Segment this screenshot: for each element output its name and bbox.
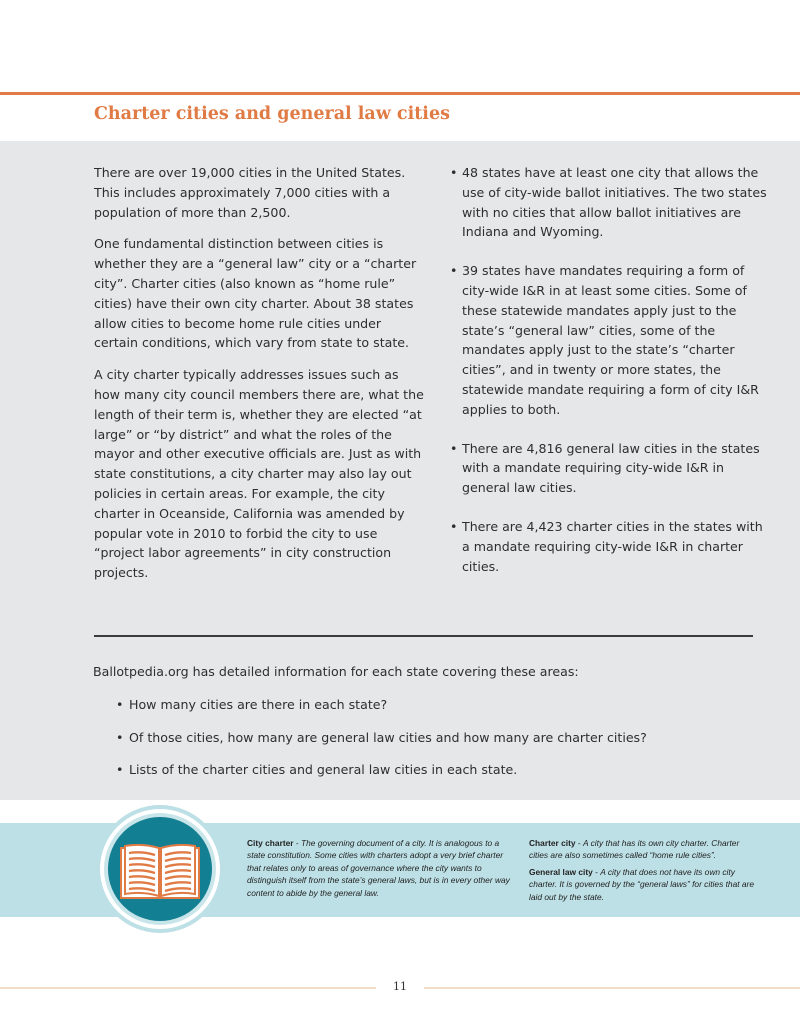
glossary-entry-charter-city	[529, 837, 759, 862]
bullet-icon: •	[116, 697, 124, 712]
list-item	[448, 439, 768, 498]
paragraph-city-count: There are over 19,000 cities in the United States. This includes approximately 7,000 cities with a population of more than 2,500.	[94, 165, 406, 220]
glossary-separator: -	[575, 838, 583, 848]
glossary-definition: The governing document of a city. It is analogous to a state constitution. Some cities with charters adopt a very brief charter that relates only to areas of governance where the city wants to distinguish itself from the state’s general laws, but is in every other way content to abide by the general law.	[247, 838, 510, 898]
list-item-text: There are 4,816 general law cities in the states with a mandate requiring city-wide I&R in general law cities.	[462, 440, 760, 496]
list-item	[448, 261, 768, 419]
list-item	[448, 163, 768, 242]
list-item-text: Of those cities, how many are general law cities and how many are charter cities?	[129, 729, 647, 745]
list-item-text: There are 4,423 charter cities in the states with a mandate requiring city-wide I&R in charter cities.	[462, 518, 763, 574]
bullet-icon: •	[450, 165, 458, 180]
bullet-icon: •	[450, 518, 458, 534]
facts-list	[448, 163, 768, 576]
resources-list	[116, 695, 736, 793]
paragraph-city-distinction: One fundamental distinction between cities is whether they are a “general law” city or a “charter city”. Charter cities (also known as “home rule” cities) have their own city charter. About 38 states allow cities to become home rule cities under certain conditions, which vary from state to state.	[94, 236, 417, 351]
section-divider	[94, 635, 753, 637]
paragraph-city-charter: A city charter typically addresses issues such as how many city council members there are, what the length of their term is, whether they are elected “at large” or “by district” and what the roles of the mayor and other executive officials are. Just as with state constitutions, a city charter may also lay out policies in certain areas. For example, the city charter in Oceanside, California was amended by popular vote in 2010 to forbid the city to use “project labor agreements” in city construction projects.	[94, 367, 424, 581]
glossary-term: General law city	[529, 867, 593, 877]
bullet-icon: •	[450, 440, 458, 456]
glossary-entry-city-charter	[247, 837, 515, 899]
list-item	[448, 517, 768, 576]
list-item-text: 48 states have at least one city that allows the use of city-wide ballot initiatives. The two states with no cities that allow ballot initiatives are Indiana and Wyoming.	[462, 165, 767, 240]
glossary-term: Charter city	[529, 838, 576, 848]
left-column	[94, 163, 424, 595]
page-number: 11	[393, 980, 407, 993]
footer-rule-left	[0, 987, 376, 989]
bullet-icon: •	[116, 762, 124, 777]
glossary-term: City charter	[247, 838, 294, 848]
bullet-icon: •	[116, 729, 124, 745]
resources-intro: Ballotpedia.org has detailed information for each state covering these areas:	[93, 664, 579, 679]
list-item	[116, 695, 736, 715]
footer-rule-right	[424, 987, 800, 989]
glossary-definition: A city that has its own city charter. Charter cities are also sometimes called “home rule cities”.	[529, 838, 740, 861]
bullet-icon: •	[450, 263, 458, 279]
glossary-definition: A city that does not have its own city charter. It is governed by the “general laws” for cities that are laid out by the state.	[529, 867, 754, 902]
list-item-text: How many cities are there in each state?	[129, 697, 388, 712]
glossary-separator: -	[592, 867, 601, 877]
top-accent-rule	[0, 92, 800, 95]
list-item-text: Lists of the charter cities and general law cities in each state.	[129, 762, 518, 777]
glossary-separator: -	[293, 838, 301, 848]
page-title: Charter cities and general law cities	[94, 104, 450, 124]
glossary-entry-general-law-city	[529, 866, 759, 903]
open-book-icon	[120, 844, 200, 900]
list-item-text: 39 states have mandates requiring a form of city-wide I&R in at least some cities. Some of these statewide mandates apply just to the state’s “general law” cities, some of the mandates apply just to the state’s “charter cities”, and in twenty or more states, the statewide mandate requiring a form of city I&R applies to both.	[462, 263, 759, 417]
list-item	[116, 728, 736, 748]
right-column	[448, 163, 768, 595]
list-item	[116, 760, 736, 780]
